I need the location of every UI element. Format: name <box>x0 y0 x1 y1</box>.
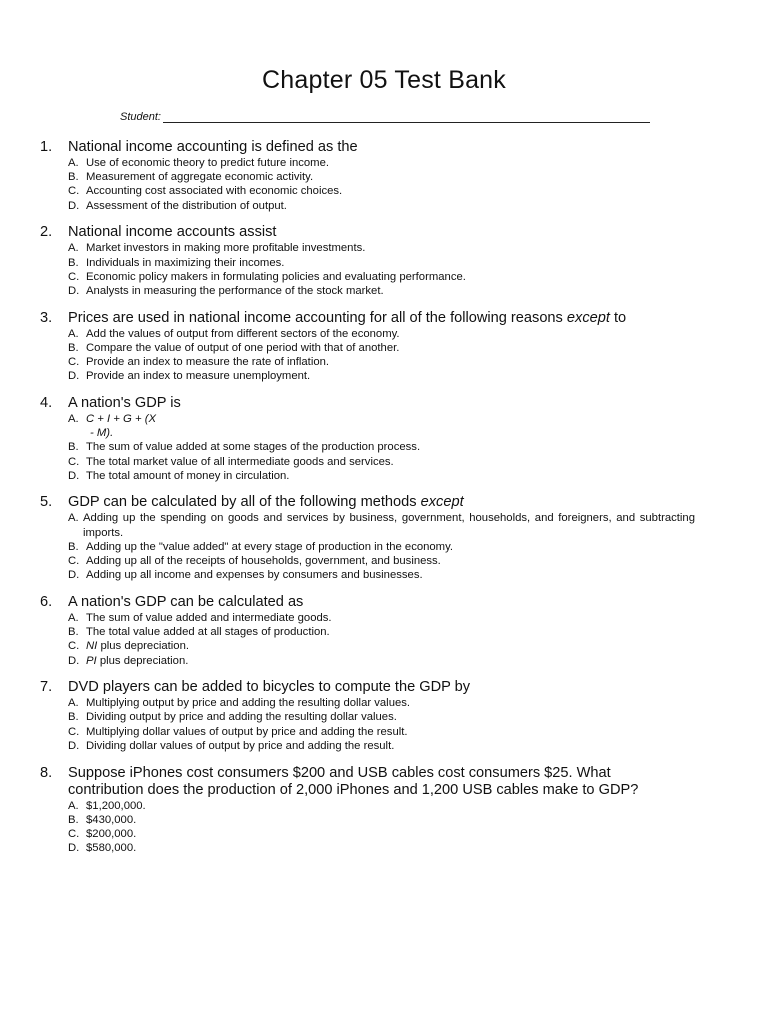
page-title: Chapter 05 Test Bank <box>262 66 506 94</box>
option-text: Adding up the spending on goods and services by business, government, households, and foreigners, and subtracting imports. <box>83 512 695 539</box>
option-text: Individuals in maximizing their incomes. <box>86 256 285 269</box>
option-letter: B. <box>68 711 79 724</box>
option-letter: A. <box>68 242 79 255</box>
option-text: The total value added at all stages of production. <box>86 626 330 639</box>
answer-option-a[interactable] <box>68 241 700 255</box>
answer-option-a[interactable] <box>68 156 700 170</box>
answer-option-b[interactable] <box>68 813 700 827</box>
option-letter: C. <box>68 455 80 468</box>
option-letter: B. <box>68 341 79 354</box>
formula-line-1: C + I + G + (X <box>86 412 157 425</box>
answer-option-a[interactable] <box>68 799 700 813</box>
option-text: Add the values of output from different sectors of the economy. <box>86 327 400 340</box>
question-4 <box>40 395 700 483</box>
option-text: Accounting cost associated with economic choices. <box>86 185 343 198</box>
option-letter: C. <box>68 725 80 738</box>
question-number: 2. <box>40 224 53 241</box>
answer-option-b[interactable] <box>68 341 700 355</box>
option-letter: B. <box>68 441 79 454</box>
option-text: $200,000. <box>86 828 137 840</box>
question-7 <box>40 679 700 753</box>
question-text-end: to <box>609 309 627 326</box>
answer-option-a[interactable] <box>68 511 700 539</box>
option-text: Dividing output by price and adding the resulting dollar values. <box>86 711 397 724</box>
option-text: Use of economic theory to predict future income. <box>86 157 329 169</box>
answer-option-d[interactable] <box>68 739 700 753</box>
option-text: Provide an index to measure the rate of inflation. <box>86 356 330 369</box>
option-letter: A. <box>68 512 79 525</box>
answer-option-b[interactable] <box>68 256 700 270</box>
answer-option-c[interactable] <box>68 270 700 284</box>
answer-option-d[interactable] <box>68 841 700 855</box>
option-letter: B. <box>68 813 79 826</box>
question-text <box>68 494 700 511</box>
answer-option-b[interactable] <box>68 170 700 184</box>
option-text: Adding up all of the receipts of households, government, and business. <box>86 555 441 568</box>
option-text: $580,000. <box>86 842 137 855</box>
answer-option-a[interactable] <box>68 611 700 625</box>
answer-option-c[interactable] <box>68 725 700 739</box>
answer-options <box>68 241 700 298</box>
answer-option-d[interactable] <box>68 654 700 668</box>
student-blank-line[interactable] <box>163 111 650 123</box>
option-letter: A. <box>68 799 79 812</box>
option-text: Multiplying output by price and adding the resulting dollar values. <box>86 697 411 710</box>
answer-option-c[interactable] <box>68 554 700 568</box>
question-text: National income accounting is defined as the <box>68 139 358 155</box>
option-text: The sum of value added at some stages of the production process. <box>86 441 421 454</box>
answer-option-d[interactable] <box>68 568 700 582</box>
option-letter: D. <box>68 842 80 855</box>
option-text: $430,000. <box>86 813 137 826</box>
question-number: 3. <box>40 309 53 326</box>
option-text: Measurement of aggregate economic activity. <box>86 171 314 184</box>
question-8 <box>40 765 700 856</box>
question-text: DVD players can be added to bicycles to compute the GDP by <box>68 679 471 696</box>
answer-option-b[interactable] <box>68 625 700 639</box>
option-letter: C. <box>68 356 80 369</box>
answer-option-d[interactable] <box>68 199 700 213</box>
option-letter: D. <box>68 284 80 297</box>
answer-option-c[interactable] <box>68 639 700 653</box>
option-text: The sum of value added and intermediate goods. <box>86 611 332 624</box>
option-letter: B. <box>68 171 79 184</box>
question-text <box>68 310 700 327</box>
answer-option-b[interactable] <box>68 710 700 724</box>
answer-option-a[interactable] <box>68 327 700 341</box>
question-text-start: GDP can be calculated by all of the following methods <box>68 494 421 511</box>
answer-option-c[interactable] <box>68 455 700 469</box>
option-letter: D. <box>68 469 80 482</box>
option-letter: C. <box>68 828 80 840</box>
option-text: Dividing dollar values of output by price and adding the result. <box>86 739 395 752</box>
option-text: The total market value of all intermediate goods and services. <box>86 455 394 468</box>
question-number: 7. <box>40 679 53 696</box>
option-letter: C. <box>68 270 80 283</box>
question-number: 6. <box>40 593 53 610</box>
question-text: A nation's GDP can be calculated as <box>68 593 304 610</box>
option-text: $1,200,000. <box>86 799 146 812</box>
option-letter: B. <box>68 256 79 269</box>
question-5 <box>40 494 700 582</box>
answer-options <box>68 611 700 668</box>
option-text: The total amount of money in circulation. <box>86 469 290 482</box>
answer-option-c[interactable] <box>68 184 700 198</box>
option-letter: A. <box>68 412 79 425</box>
formula-line-2: - M). <box>90 427 114 440</box>
question-emphasis: except <box>566 309 610 326</box>
option-text: Market investors in making more profitable investments. <box>86 242 366 255</box>
option-text: Multiplying dollar values of output by price and adding the result. <box>86 725 408 738</box>
answer-option-a[interactable] <box>68 412 700 440</box>
option-letter: B. <box>68 626 79 639</box>
option-text: Economic policy makers in formulating policies and evaluating performance. <box>86 270 466 283</box>
answer-options <box>68 696 700 753</box>
option-letter: B. <box>68 540 79 553</box>
option-letter: A. <box>68 697 79 710</box>
option-rest: plus depreciation. <box>96 654 189 667</box>
question-text: National income accounts assist <box>68 224 277 241</box>
answer-options <box>68 799 700 856</box>
question-text: Suppose iPhones cost consumers $200 and USB cables cost consumers $25. What contribution does the production of 2,000 iPhones and 1,200 USB cables make to GDP? <box>68 764 639 798</box>
question-list <box>40 139 700 867</box>
answer-option-d[interactable] <box>68 469 700 483</box>
option-letter: C. <box>68 555 80 568</box>
option-text: Adding up all income and expenses by consumers and businesses. <box>86 569 423 582</box>
question-number: 1. <box>40 139 53 155</box>
option-letter: A. <box>68 157 79 169</box>
answer-options <box>68 327 700 384</box>
answer-option-b[interactable] <box>68 440 700 454</box>
option-letter: A. <box>68 327 79 340</box>
option-term: NI <box>86 640 98 653</box>
option-letter: D. <box>68 654 80 667</box>
option-term: PI <box>86 654 97 667</box>
option-letter: D. <box>68 739 80 752</box>
student-name-field[interactable] <box>120 111 650 123</box>
option-text: Assessment of the distribution of output. <box>86 199 287 212</box>
option-text: Adding up the "value added" at every stage of production in the economy. <box>86 540 454 553</box>
question-text-start: Prices are used in national income accounting for all of the following reasons <box>68 309 567 326</box>
question-number: 4. <box>40 394 53 411</box>
option-text <box>86 412 700 440</box>
question-text: A nation's GDP is <box>68 394 181 411</box>
option-letter: D. <box>68 199 80 212</box>
answer-options <box>68 412 700 483</box>
answer-option-b[interactable] <box>68 540 700 554</box>
answer-options <box>68 156 700 213</box>
option-letter: D. <box>68 370 80 383</box>
answer-option-a[interactable] <box>68 696 700 710</box>
option-text <box>86 654 700 668</box>
answer-option-d[interactable] <box>68 369 700 383</box>
option-text: Provide an index to measure unemployment. <box>86 370 311 383</box>
question-6 <box>40 594 700 668</box>
option-letter: C. <box>68 185 80 198</box>
option-letter: D. <box>68 569 80 582</box>
answer-option-c[interactable] <box>68 827 700 841</box>
option-text <box>86 639 700 653</box>
option-letter: C. <box>68 640 80 653</box>
question-number: 8. <box>40 764 53 781</box>
student-label: Student: <box>120 111 161 123</box>
option-rest: plus depreciation. <box>97 640 190 653</box>
question-1 <box>40 139 700 213</box>
option-letter: A. <box>68 611 79 624</box>
option-text: Compare the value of output of one period with that of another. <box>86 341 400 354</box>
question-number: 5. <box>40 494 53 511</box>
option-text: Analysts in measuring the performance of the stock market. <box>86 284 384 297</box>
question-3 <box>40 310 700 384</box>
answer-option-d[interactable] <box>68 284 700 298</box>
question-emphasis: except <box>420 494 464 511</box>
question-2 <box>40 224 700 298</box>
answer-option-c[interactable] <box>68 355 700 369</box>
answer-options <box>68 511 700 582</box>
